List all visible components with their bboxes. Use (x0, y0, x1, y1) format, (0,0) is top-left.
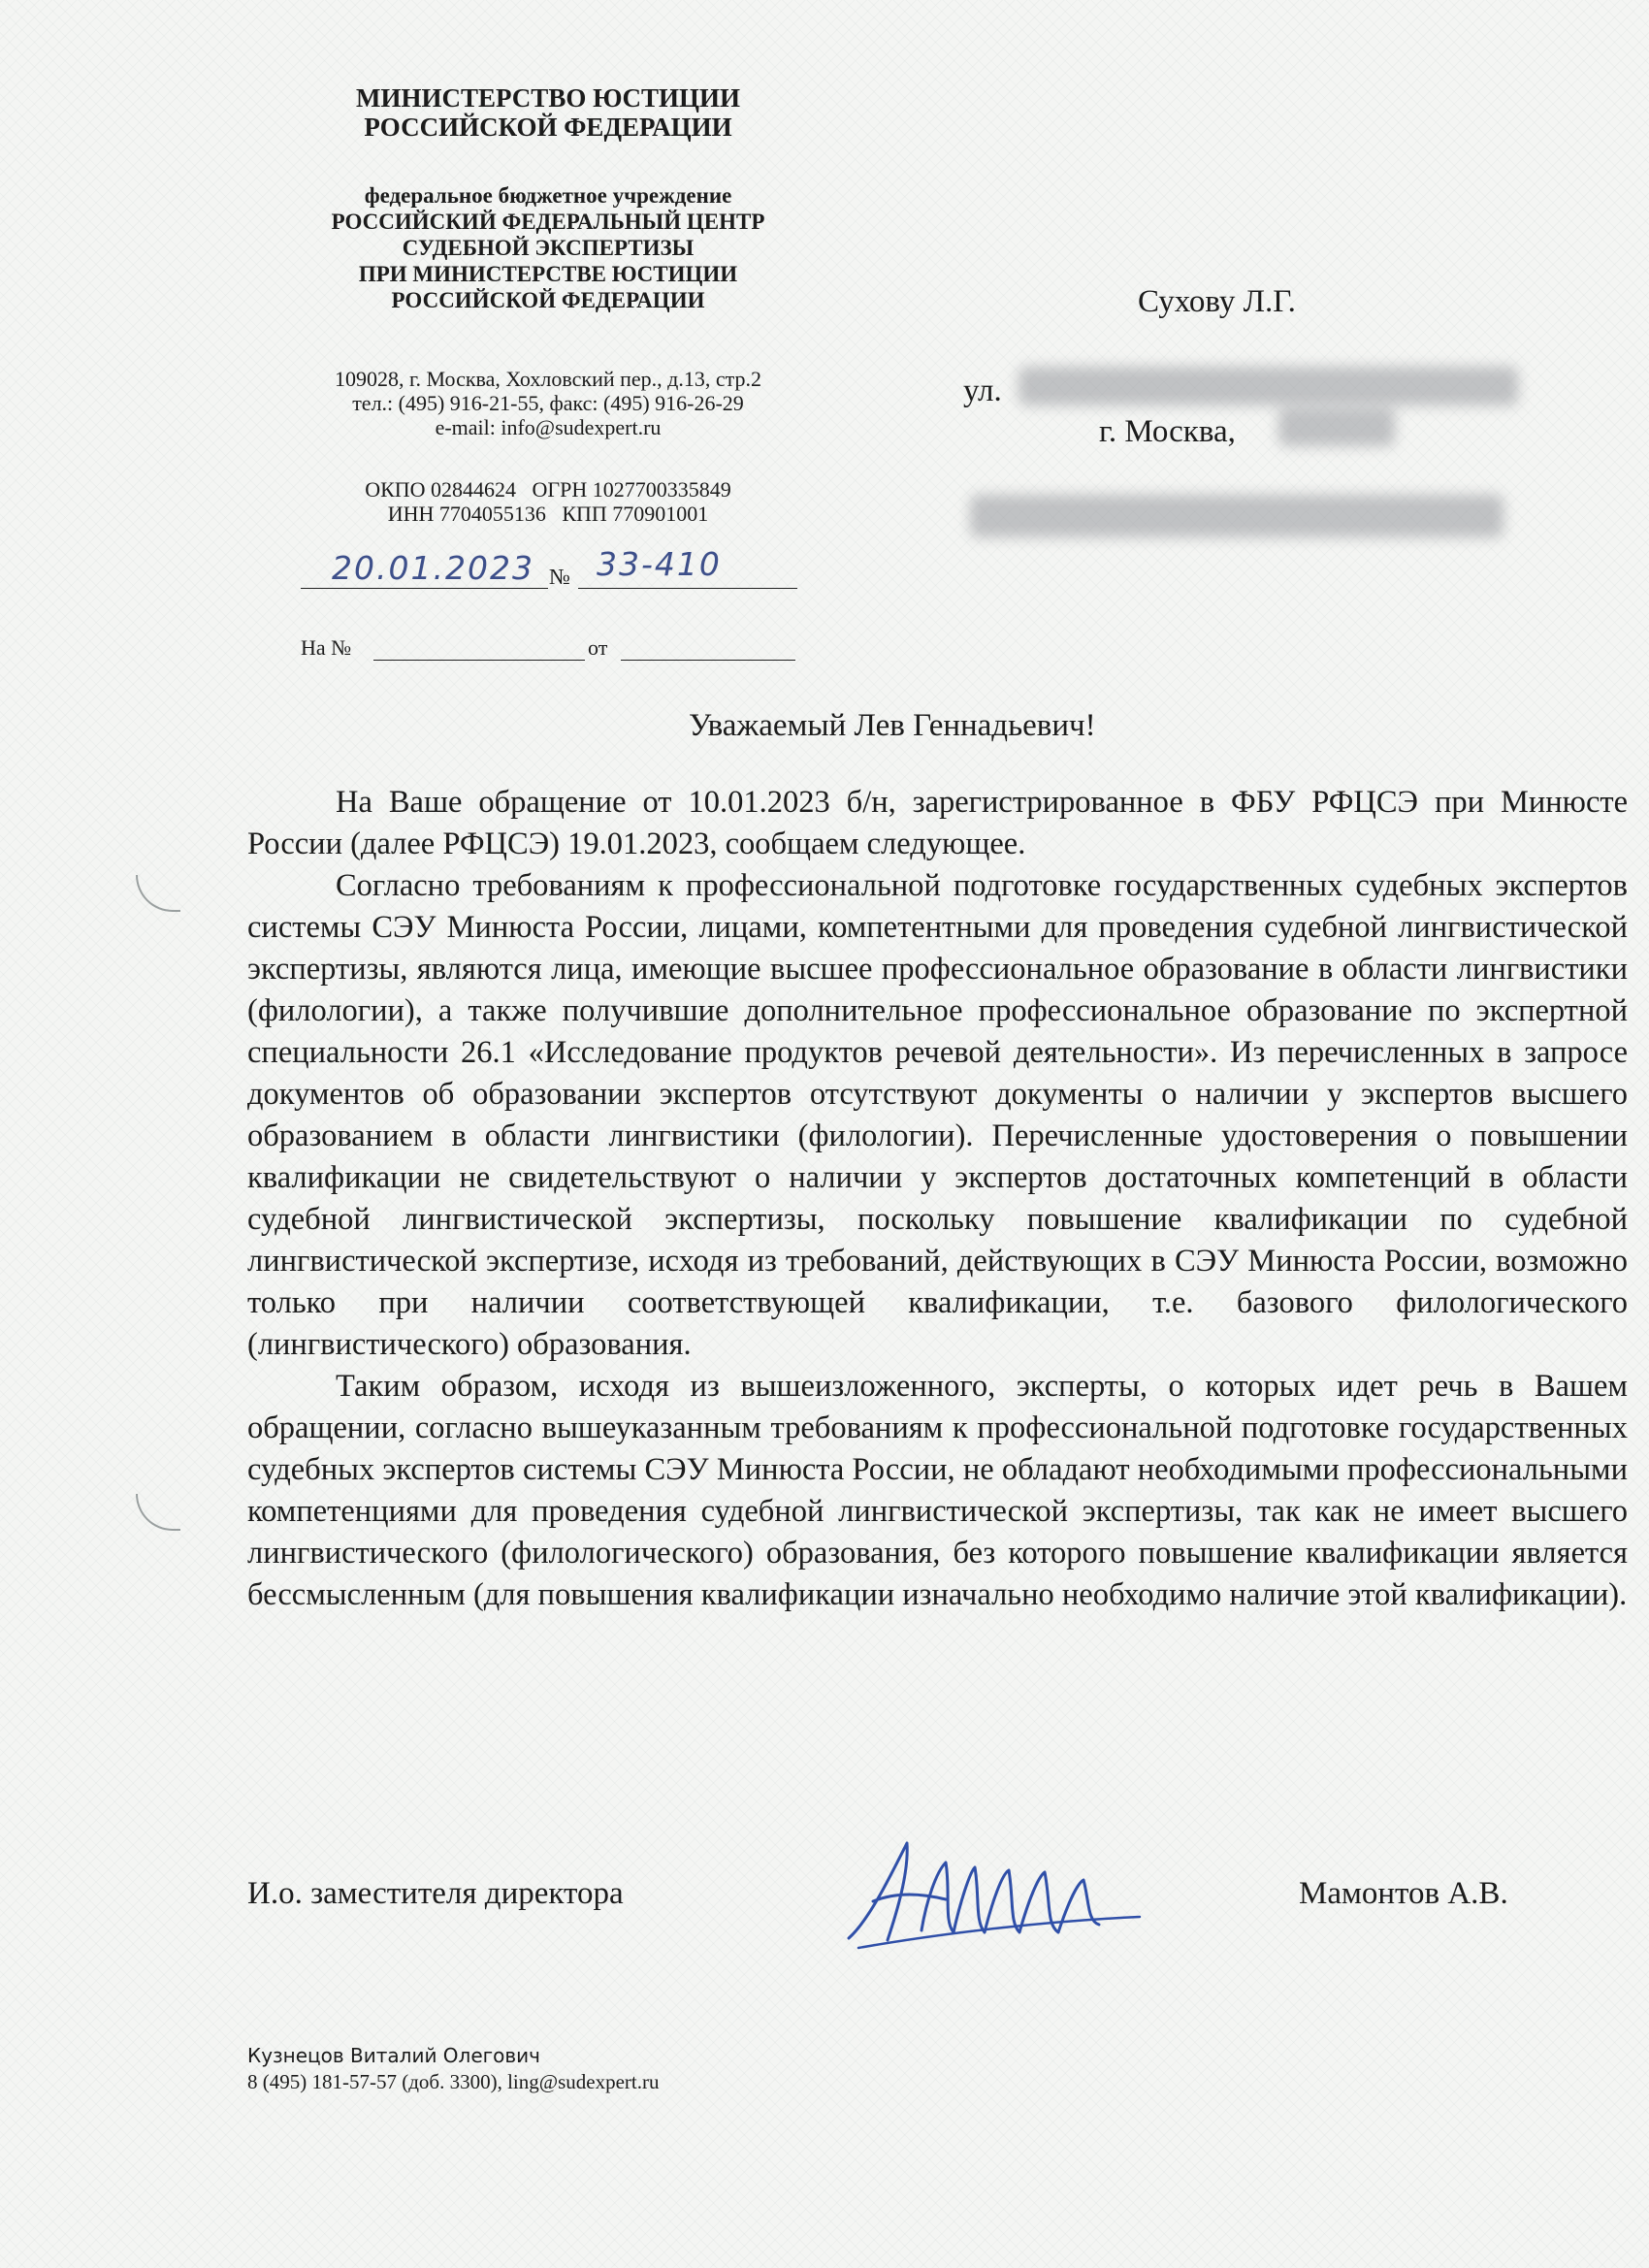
org-phones: тел.: (495) 916-21-55, факс: (495) 916-26-29 (352, 391, 744, 415)
punch-hole-mark (136, 1494, 180, 1531)
org-line-4: РОССИЙСКОЙ ФЕДЕРАЦИИ (391, 288, 705, 312)
punch-hole-mark (136, 875, 180, 912)
executor-name: Кузнецов Виталий Олегович (247, 2044, 540, 2067)
ministry-line-2: РОССИЙСКОЙ ФЕДЕРАЦИИ (364, 113, 732, 142)
redacted-postcode (1278, 407, 1395, 446)
ministry-line-1: МИНИСТЕРСТВО ЮСТИЦИИ (355, 83, 740, 113)
org-line-3: ПРИ МИНИСТЕРСТВЕ ЮСТИЦИИ (358, 262, 738, 286)
org-codes-line-1: ОКПО 02844624 ОГРН 1027700335849 (365, 477, 731, 502)
signatory-name: Мамонтов А.В. (1299, 1876, 1508, 1911)
number-underline (578, 588, 797, 589)
reply-from-label: от (588, 635, 608, 660)
org-contacts (262, 367, 834, 439)
outgoing-date: 20.01.2023 (332, 549, 534, 587)
signatory-position: И.о. заместителя директора (247, 1876, 624, 1911)
handwritten-signature (829, 1824, 1149, 1960)
executor-info (247, 2043, 659, 2095)
org-type: федеральное бюджетное учреждение (364, 183, 732, 208)
org-email: e-mail: info@sudexpert.ru (435, 415, 662, 439)
letter-body (247, 782, 1628, 1616)
outgoing-number: 33-410 (597, 545, 722, 583)
reply-to-line (373, 660, 585, 661)
paragraph-2: Согласно требованиям к профессиональной подготовке государственных судебных экспертов системы СЭУ Минюста России, лицами, компетентными для проведения судебной лингвистической экспертизы, являются лица, имеющие высшее профессиональное образование в области лингвистики (филологии), а также получившие дополнительное профессиональное образование по экспертной специальности 26.1 «Исследование продуктов речевой деятельности». Из перечисленных в запросе документов об образовании экспертов отсутствуют документы о наличии у экспертов высшего образованием в области лингвистики (филологии). Перечисленные удостоверения о повышении квалификации не свидетельствуют о наличии у экспертов достаточных компетенций в области судебной лингвистической экспертизы, поскольку повышение квалификации по судебной лингвистической экспертизе, исходя из требований, действующих в СЭУ Минюста России, возможно только при наличии соответствующей квалификации, т.е. базового филологического (лингвистического) образования. (247, 868, 1628, 1362)
organization-name (262, 182, 834, 313)
org-line-1: РОССИЙСКИЙ ФЕДЕРАЛЬНЫЙ ЦЕНТР (331, 210, 765, 234)
org-codes-line-2: ИНН 7704055136 КПП 770901001 (387, 502, 709, 526)
executor-contact: 8 (495) 181-57-57 (доб. 3300), ling@sudexpert.ru (247, 2070, 660, 2093)
org-codes (262, 477, 834, 526)
reply-from-line (621, 660, 795, 661)
recipient-name: Сухову Л.Г. (1138, 284, 1296, 319)
recipient-street-prefix: ул. (963, 373, 1002, 408)
ministry-name (262, 83, 834, 142)
number-sign: № (549, 565, 570, 589)
org-line-2: СУДЕБНОЙ ЭКСПЕРТИЗЫ (402, 236, 695, 260)
redacted-email (970, 495, 1504, 537)
redacted-street (1018, 367, 1518, 405)
recipient-city: г. Москва, (1099, 414, 1236, 449)
reply-to-label: На № (301, 635, 352, 660)
date-underline (301, 588, 548, 589)
greeting: Уважаемый Лев Геннадьевич! (689, 708, 1096, 743)
paragraph-1: На Ваше обращение от 10.01.2023 б/н, зарегистрированное в ФБУ РФЦСЭ при Минюсте России (далее РФЦСЭ) 19.01.2023, сообщаем следующее. (247, 785, 1628, 861)
paragraph-3: Таким образом, исходя из вышеизложенного, эксперты, о которых идет речь в Вашем обращении, согласно вышеуказанным требованиям к профессиональной подготовке государственных судебных экспертов системы СЭУ Минюста России, не обладают необходимыми профессиональными компетенциями для проведения судебной лингвистической экспертизы, так как не имеет высшего лингвистического (филологического) образования, без которого повышение квалификации является бессмысленным (для повышения квалификации изначально необходимо наличие этой квалификации). (247, 1369, 1628, 1612)
org-address: 109028, г. Москва, Хохловский пер., д.13, стр.2 (335, 367, 761, 391)
